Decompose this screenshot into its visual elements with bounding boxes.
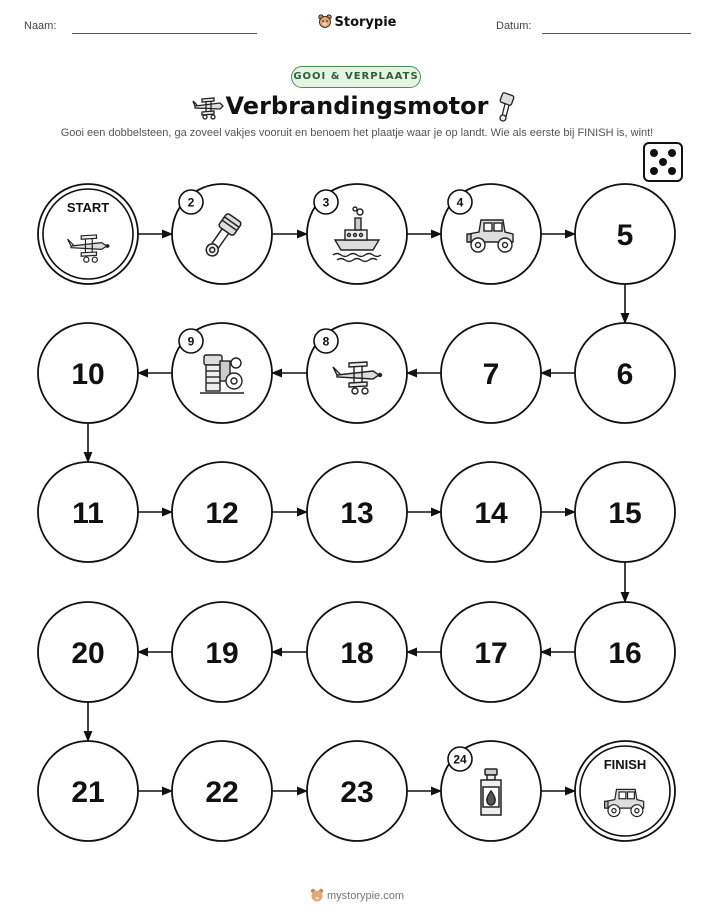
square-number: 22 — [205, 776, 239, 809]
square-number-badge: 9 — [187, 334, 195, 349]
square-number: 18 — [340, 637, 374, 670]
square-number: 12 — [205, 497, 239, 530]
board-square-19 — [172, 602, 272, 702]
board-square-12 — [172, 462, 272, 562]
page-title: Verbrandingsmotor — [225, 92, 489, 120]
date-label: Datum: — [496, 20, 532, 32]
name-label: Naam: — [24, 20, 57, 32]
board-square-6 — [575, 323, 675, 423]
square-number: 11 — [72, 497, 104, 530]
board-square-22 — [172, 741, 272, 841]
game-type-badge: GOOI & VERPLAATS — [291, 66, 421, 88]
square-number: 21 — [71, 776, 105, 809]
square-number: 16 — [608, 637, 642, 670]
square-number: 13 — [340, 497, 374, 530]
brand-name: Storypie — [334, 15, 397, 30]
board-square-4 — [441, 184, 541, 284]
square-number-badge: 3 — [322, 195, 330, 210]
square-number: 23 — [340, 776, 374, 809]
start-label: START — [66, 200, 110, 215]
square-number-badge: 2 — [187, 195, 195, 210]
square-number: 6 — [616, 358, 634, 391]
board-square-18 — [307, 602, 407, 702]
square-number: 10 — [71, 358, 105, 391]
board-square-21 — [38, 741, 138, 841]
square-number: 19 — [205, 637, 239, 670]
square-number-badge: 24 — [453, 752, 467, 767]
board-square-15 — [575, 462, 675, 562]
board-square-1 — [38, 184, 138, 284]
footer-url: mystorypie.com — [326, 890, 405, 902]
footer — [0, 888, 714, 902]
board-square-9 — [172, 323, 272, 423]
board-square-8 — [307, 323, 407, 423]
square-number-badge: 4 — [456, 195, 464, 210]
board-square-5 — [575, 184, 675, 284]
square-number: 17 — [474, 637, 508, 670]
board-square-25 — [575, 741, 675, 841]
square-number: 7 — [482, 358, 500, 391]
instructions-text: Gooi een dobbelsteen, ga zoveel vakjes vooruit en benoem het plaatje waar je op landt. Wie als eerste bij FINISH is, wint! — [60, 127, 654, 139]
square-number: 14 — [474, 497, 508, 530]
square-number: 15 — [608, 497, 642, 530]
square-number: 5 — [616, 219, 634, 252]
square-number-badge: 8 — [322, 334, 330, 349]
board-square-14 — [441, 462, 541, 562]
bear-icon — [310, 888, 324, 902]
board-square-7 — [441, 323, 541, 423]
board-square-17 — [441, 602, 541, 702]
board-square-10 — [38, 323, 138, 423]
board-square-13 — [307, 462, 407, 562]
board-square-2 — [172, 184, 272, 284]
board-square-11 — [38, 462, 138, 562]
finish-label: FINISH — [603, 757, 647, 772]
board-square-23 — [307, 741, 407, 841]
square-number: 20 — [71, 637, 105, 670]
board-square-16 — [575, 602, 675, 702]
board-square-3 — [307, 184, 407, 284]
board-square-24 — [441, 741, 541, 841]
board-square-20 — [38, 602, 138, 702]
